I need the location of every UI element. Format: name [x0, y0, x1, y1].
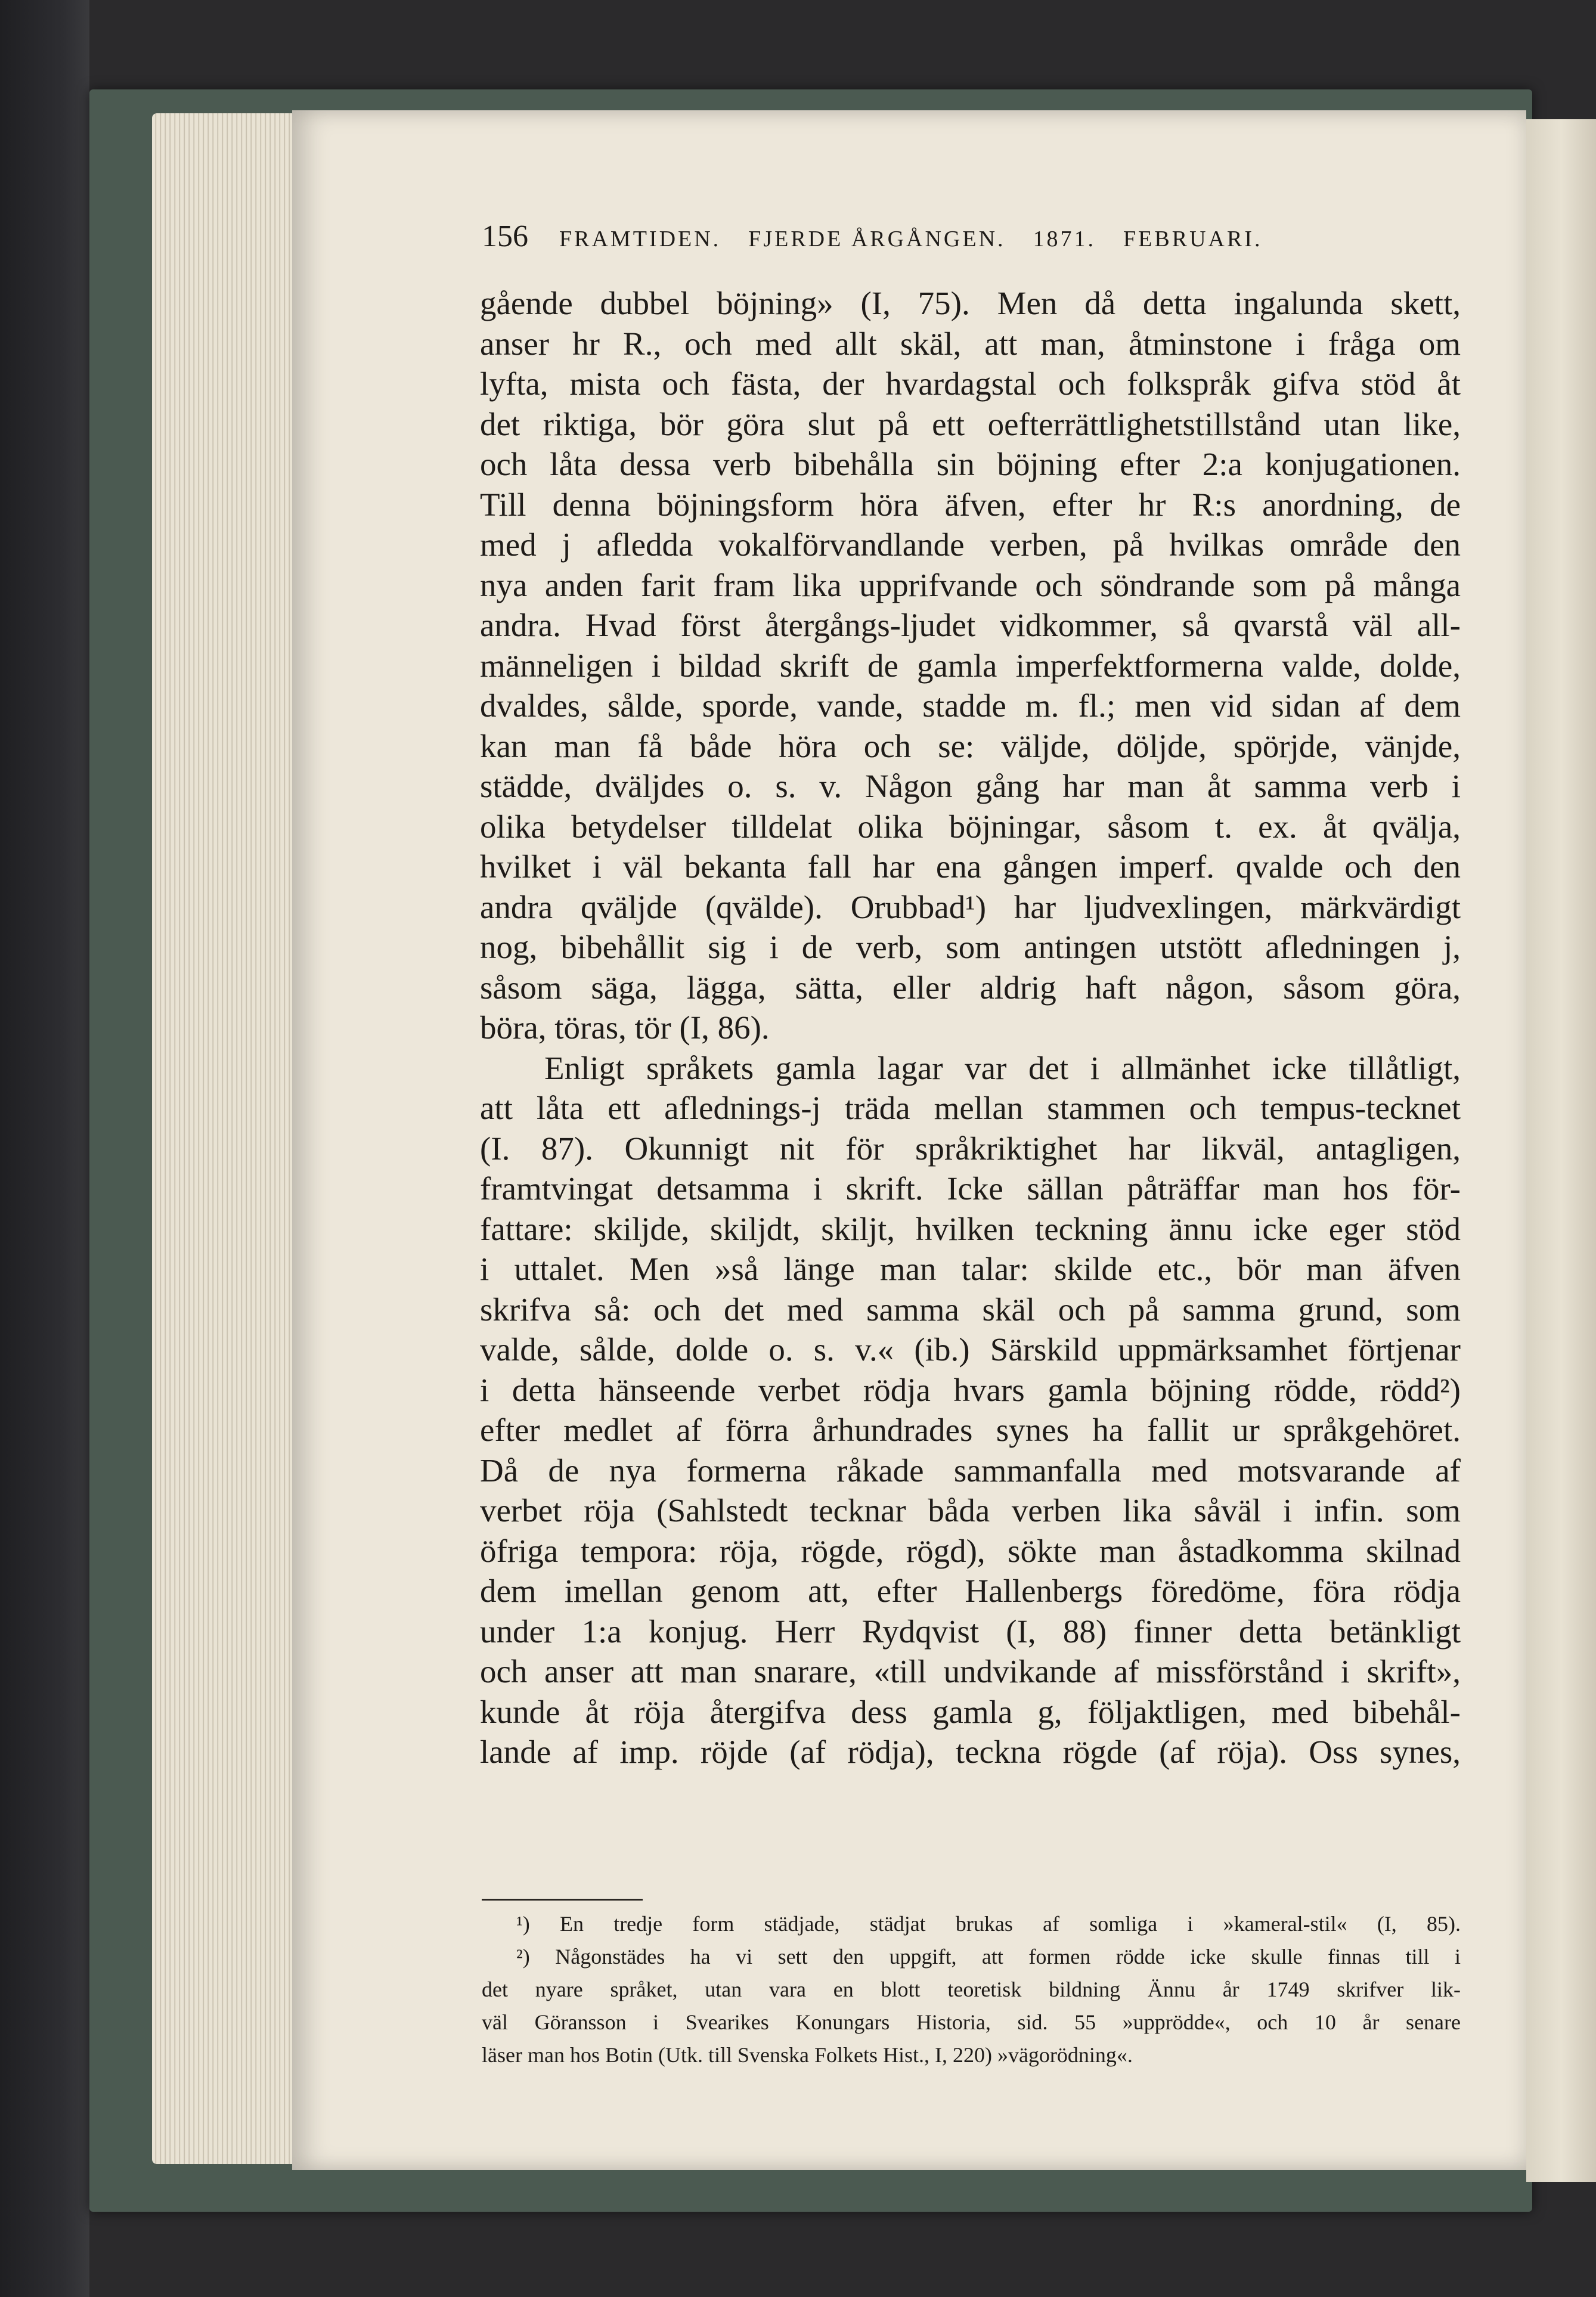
text-line: nya anden farit fram lika upprifvande och söndrande som på många	[480, 566, 1461, 603]
text-line: nog, bibehållit sig i de verb, som antingen utstött afledningen j,	[480, 929, 1461, 965]
text-line: och anser att man snarare, «till undvikande af missförstånd i skrift»,	[480, 1653, 1461, 1690]
text-line: under 1:a konjug. Herr Rydqvist (I, 88) finner detta betänkligt	[480, 1613, 1461, 1650]
text-line: männeligen i bildad skrift de gamla imperfektformerna valde, dolde,	[480, 647, 1461, 684]
text-line: dvaldes, sålde, sporde, vande, stadde m. fl.; men vid sidan af dem	[480, 687, 1461, 724]
text-line: det riktiga, bör göra slut på ett oefterrättlighetstillstånd utan like,	[480, 405, 1461, 442]
footnote-line: ²) Någonstädes ha vi sett den uppgift, att formen rödde icke skulle finnas till i	[516, 1945, 1461, 1969]
text-line: Till denna böjningsform höra äfven, efter hr R:s anordning, de	[480, 486, 1461, 523]
text-line: och låta dessa verb bibehålla sin böjning efter 2:a konjugationen.	[480, 446, 1461, 482]
text-line: framtvingat detsamma i skrift. Icke sällan påträffar man hos för-	[480, 1170, 1461, 1207]
footnote-line: det nyare språket, utan vara en blott teoretisk bildning Ännu år 1749 skrifver lik-	[482, 1977, 1461, 2001]
scan-background	[0, 0, 89, 2297]
text-line: att låta ett aflednings-j träda mellan stammen och tempus-tecknet	[480, 1090, 1461, 1126]
text-line: kan man få både höra och se: väljde, döljde, spörjde, vänjde,	[480, 727, 1461, 764]
month-label: FEBRUARI.	[1123, 227, 1263, 252]
text-line: andra. Hvad först återgångs-ljudet vidkommer, så qvarstå väl all-	[480, 607, 1461, 643]
footnote-line: ¹) En tredje form städjade, städjat brukas af somliga i »kameral-stil« (I, 85).	[516, 1912, 1461, 1936]
journal-title: FRAMTIDEN.	[559, 227, 721, 252]
footnote-line: väl Göransson i Svearikes Konungars Historia, sid. 55 »upprödde«, och 10 år senare	[482, 2010, 1461, 2034]
text-line: i detta hänseende verbet rödja hvars gamla böjning rödde, rödd²)	[480, 1371, 1461, 1408]
page-number: 156	[482, 219, 528, 253]
footnote-rule	[482, 1899, 643, 1901]
page-edges-stack	[152, 113, 301, 2164]
footnotes	[482, 1908, 1461, 2072]
text-line: skrifva så: och det med samma skäl och på samma grund, som	[480, 1291, 1461, 1328]
text-line: olika betydelser tilldelat olika böjningar, såsom t. ex. åt qvälja,	[480, 808, 1461, 845]
text-line: lyfta, mista och fästa, der hvardagstal och folkspråk gifva stöd åt	[480, 365, 1461, 402]
text-line: gående dubbel böjning» (I, 75). Men då detta ingalunda skett,	[480, 285, 1461, 321]
text-line: Då de nya formerna råkade sammanfalla med motsvarande af	[480, 1452, 1461, 1489]
text-line: städde, dväljdes o. s. v. Någon gång har man åt samma verb i	[480, 768, 1461, 804]
text-line: hvilket i väl bekanta fall har ena gången imperf. qvalde och den	[480, 848, 1461, 885]
text-line: valde, sålde, dolde o. s. v.« (ib.) Särskild uppmärksamhet förtjenar	[480, 1331, 1461, 1368]
text-line: efter medlet af förra århundrades synes ha fallit ur språkgehöret.	[480, 1412, 1461, 1448]
text-line: anser hr R., och med allt skäl, att man, åtminstone i fråga om	[480, 325, 1461, 362]
year-label: 1871.	[1033, 227, 1096, 252]
text-line: såsom säga, lägga, sätta, eller aldrig haft någon, såsom göra,	[480, 969, 1461, 1006]
text-line: verbet röja (Sahlstedt tecknar båda verben lika såväl i infin. som	[480, 1492, 1461, 1529]
text-line: i uttalet. Men »så länge man talar: skilde etc., bör man äfven	[480, 1251, 1461, 1287]
facing-page-edge	[1526, 119, 1596, 2182]
text-line: (I. 87). Okunnigt nit för språkriktighet har likväl, antagligen,	[480, 1130, 1461, 1167]
text-line: med j afledda vokalförvandlande verben, på hvilkas område den	[480, 526, 1461, 563]
text-line: fattare: skiljde, skiljdt, skiljt, hvilken teckning ännu icke eger stöd	[480, 1210, 1461, 1247]
text-line: andra qväljde (qvälde). Orubbad¹) har ljudvexlingen, märkvärdigt	[480, 888, 1461, 925]
text-line: dem imellan genom att, efter Hallenbergs föredöme, föra rödja	[480, 1573, 1461, 1609]
text-line: böra, töras, tör (I, 86).	[480, 1009, 770, 1046]
volume-label: FJERDE ÅRGÅNGEN.	[748, 227, 1006, 252]
text-line: kunde åt röja återgifva dess gamla g, följaktligen, med bibehål-	[480, 1693, 1461, 1730]
body-text	[480, 283, 1461, 1772]
book-page	[292, 110, 1526, 2170]
running-header	[482, 219, 1459, 261]
text-line: lande af imp. röjde (af rödja), teckna rögde (af röja). Oss synes,	[480, 1734, 1461, 1770]
text-line: Enligt språkets gamla lagar var det i allmänhet icke tillåtligt,	[544, 1049, 1461, 1086]
footnote-line: läser man hos Botin (Utk. till Svenska Folkets Hist., I, 220) »vägorödning«.	[482, 2043, 1133, 2067]
text-line: öfriga tempora: röja, rögde, rögd), sökte man åstadkomma skilnad	[480, 1532, 1461, 1569]
